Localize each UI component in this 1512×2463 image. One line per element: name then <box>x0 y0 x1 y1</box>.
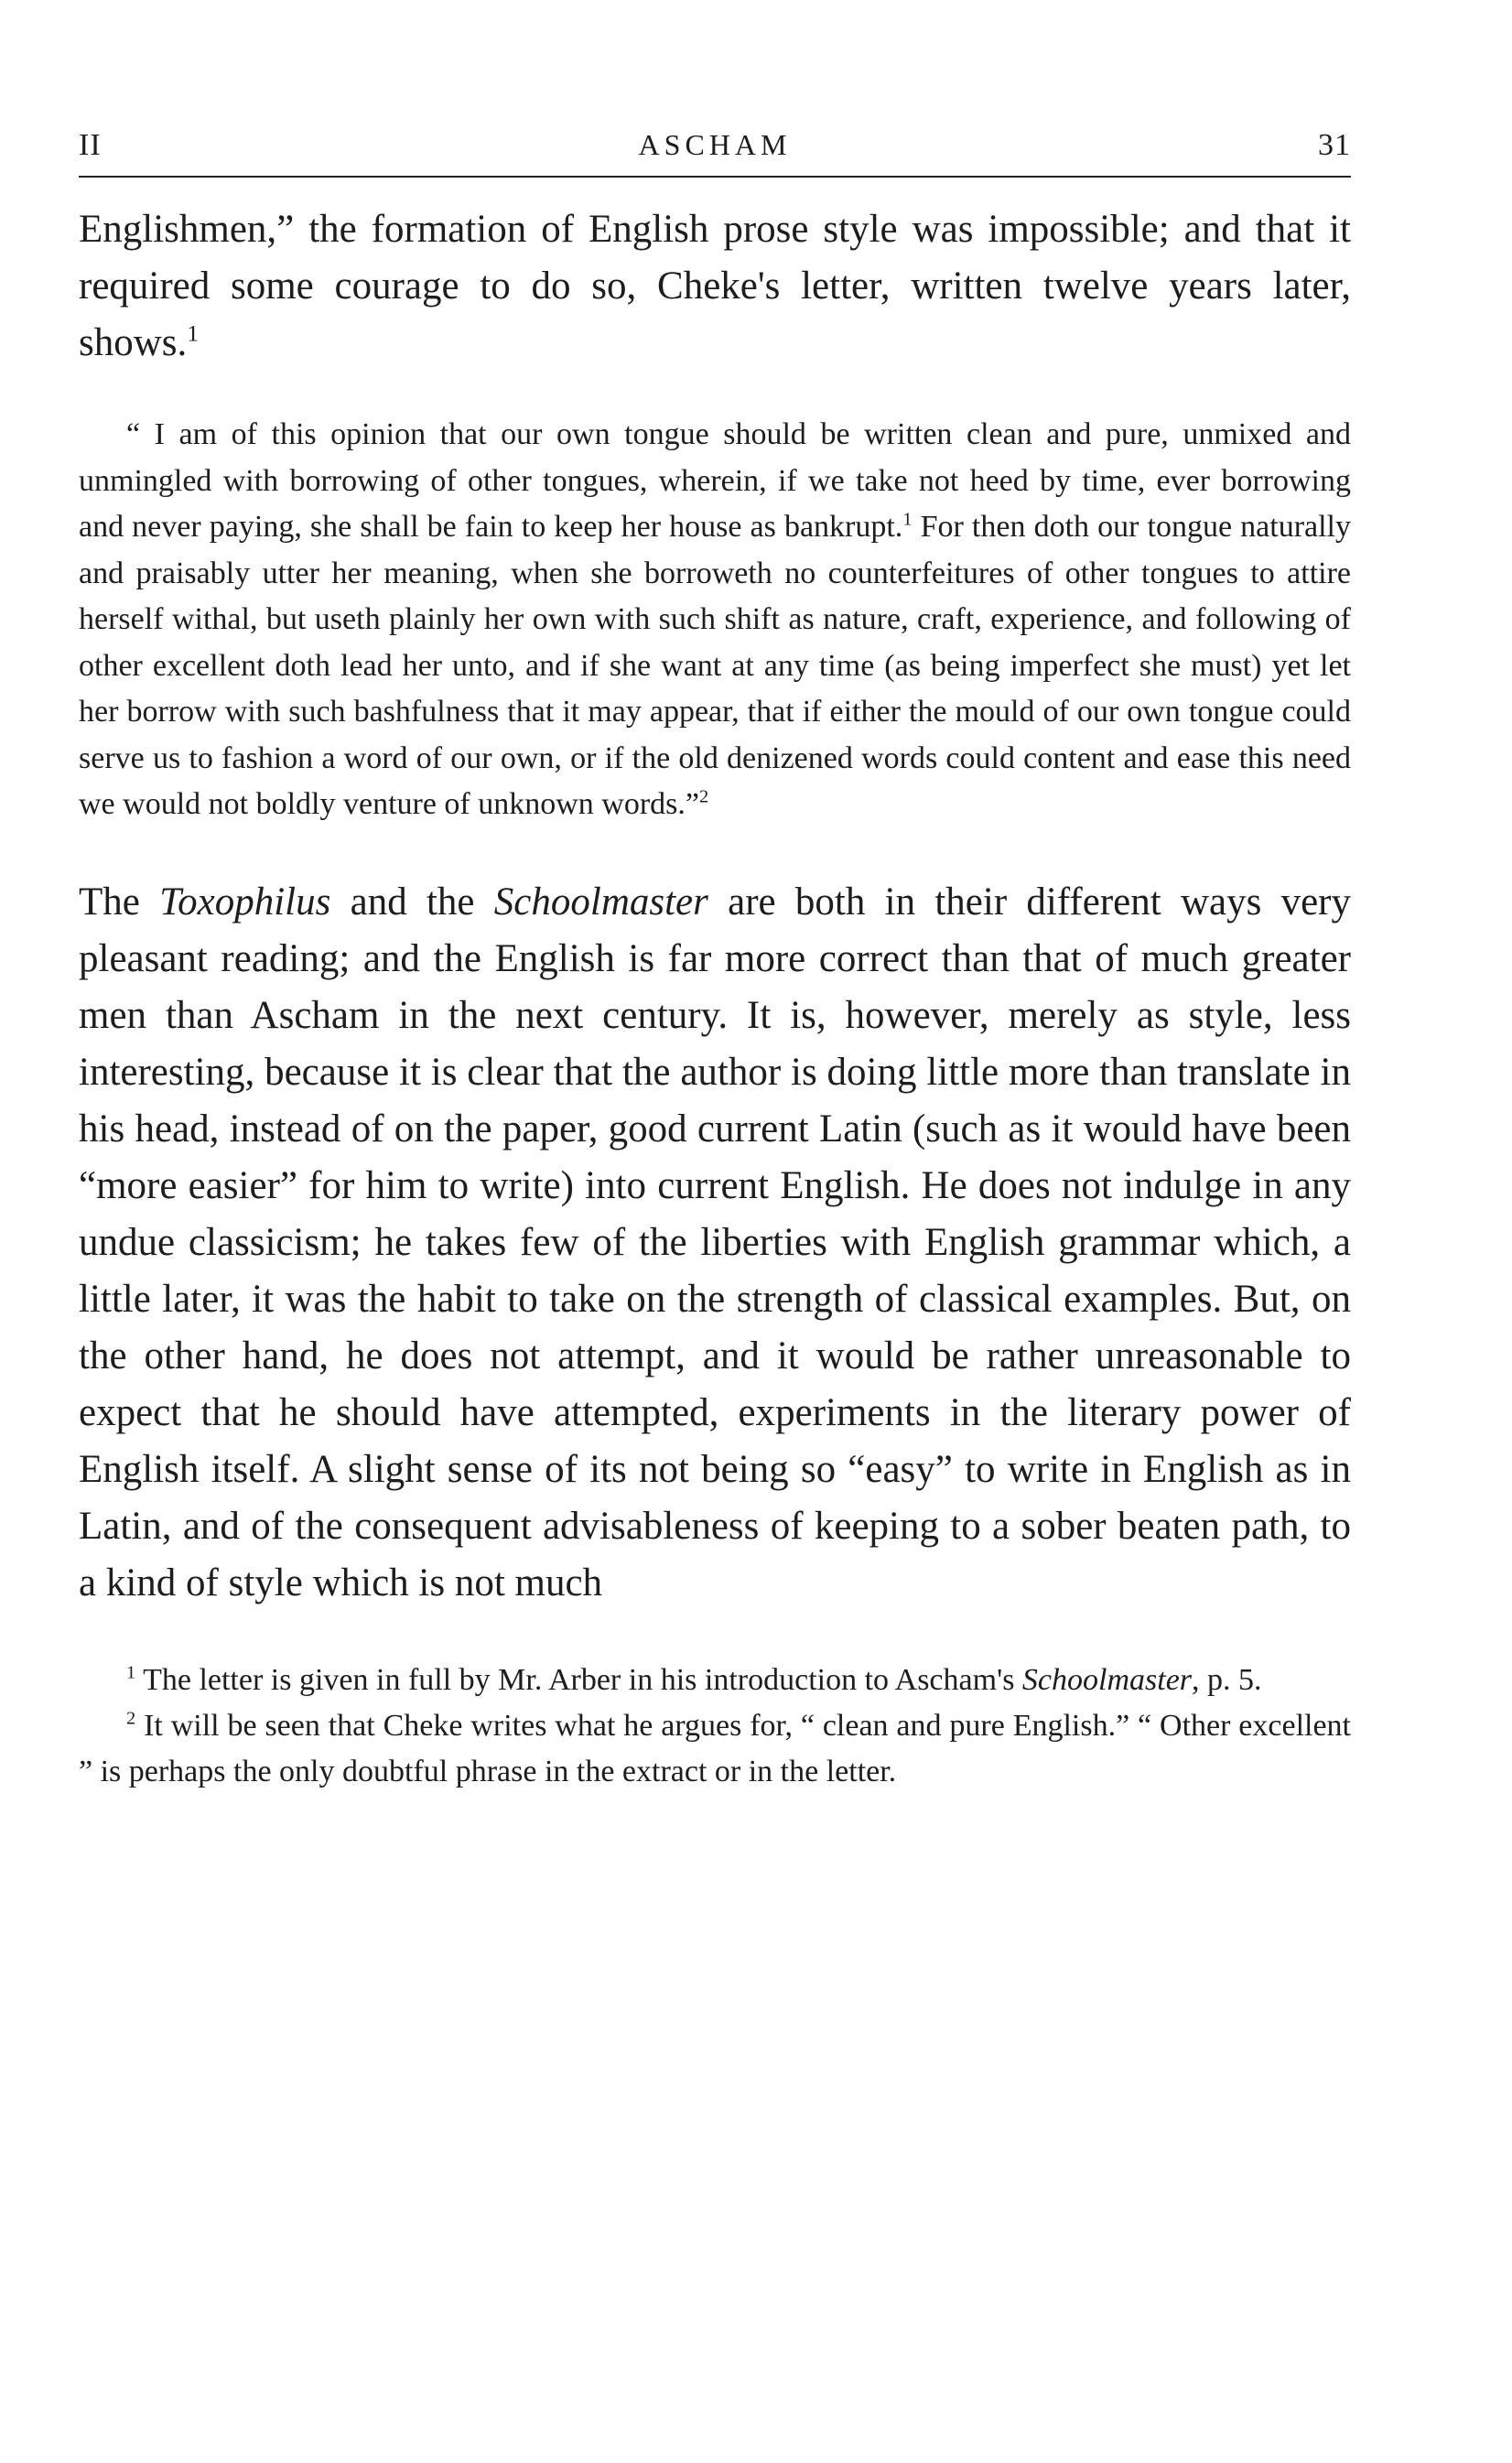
running-header <box>79 128 1351 176</box>
footnote-1-text: The letter is given in full by Mr. Arber in his introduction to Ascham's <box>135 1662 1022 1697</box>
book-page <box>79 128 1351 1795</box>
footnote-mark-2: 2 <box>126 1708 136 1729</box>
main-paragraph <box>79 874 1351 1612</box>
section-number: II <box>79 128 102 162</box>
note-ref-1: 1 <box>187 319 200 347</box>
footnotes <box>79 1658 1351 1795</box>
quote-part-2: For then doth our tongue naturally and praisably utter her meaning, when she borroweth no counterfeitures of other tongues to attire herself withal, but useth plainly her own with such shift as nature, craft, experience, and following of other excellent doth lead her unto, and if she want at any time (as being imperfect she must) yet let her borrow with such bashfulness that it may appear, that if either the mould of our own tongue could serve us to fashion a word of our own, or if the old denizened words could content and ease this need we would not boldly venture of unknown words.” <box>79 510 1352 821</box>
footnote-2-text: It will be seen that Cheke writes what he argues for, “ clean and pure English.” “ Other excellent ” is perhaps the only doubtful phrase in the extract or in the letter. <box>79 1708 1351 1788</box>
footnote-1-title: Schoolmaster <box>1021 1662 1193 1697</box>
work-title-toxophilus: Toxophilus <box>159 880 331 924</box>
footnote-1 <box>79 1658 1351 1703</box>
main-text-and: and the <box>330 880 494 924</box>
main-text-start: The <box>79 880 160 924</box>
opening-paragraph <box>79 201 1351 372</box>
page-number: 31 <box>1318 128 1351 162</box>
footnote-2 <box>79 1703 1351 1795</box>
quote-ref-1: 1 <box>902 509 913 530</box>
footnote-separator <box>79 1612 1351 1648</box>
opening-text: Englishmen,” the formation of English prose style was impossible; and that it required some courage to do so, Cheke's letter, written twelve years later, shows. <box>79 208 1351 364</box>
quote-ref-2: 2 <box>699 786 709 807</box>
cheke-quotation <box>79 412 1351 828</box>
work-title-schoolmaster: Schoolmaster <box>493 880 708 924</box>
main-text-rest: are both in their different ways very pleasant reading; and the English is far more correct than that of much greater men than Ascham in the next century. It is, however, merely as style, less interesting, because it is clear that the author is doing little more than translate in his head, instead of on the paper, good current Latin (such as it would have been “more easier” for him to write) into current English. He does not indulge in any undue classicism; he takes few of the liberties with English grammar which, a little later, it was the habit to take on the strength of classical examples. But, on the other hand, he does not attempt, and it would be rather unreasonable to expect that he should have attempted, experiments in the literary power of English itself. A slight sense of its not being so “easy” to write in English as in Latin, and of the consequent advisableness of keeping to a sober beaten path, to a kind of style which is not much <box>79 880 1351 1604</box>
running-title: ASCHAM <box>638 128 792 161</box>
footnote-mark-1: 1 <box>126 1662 136 1683</box>
header-rule <box>79 176 1351 178</box>
footnote-1-after: , p. 5. <box>1192 1662 1262 1697</box>
quote-part-1: “ I am of this opinion that our own tongue should be written clean and pure, unmixed and unmingled with borrowing of other tongues, wherein, if we take not heed by time, ever borrowing and never paying, she shall be fain to keep her house as bankrupt. <box>79 417 1351 544</box>
